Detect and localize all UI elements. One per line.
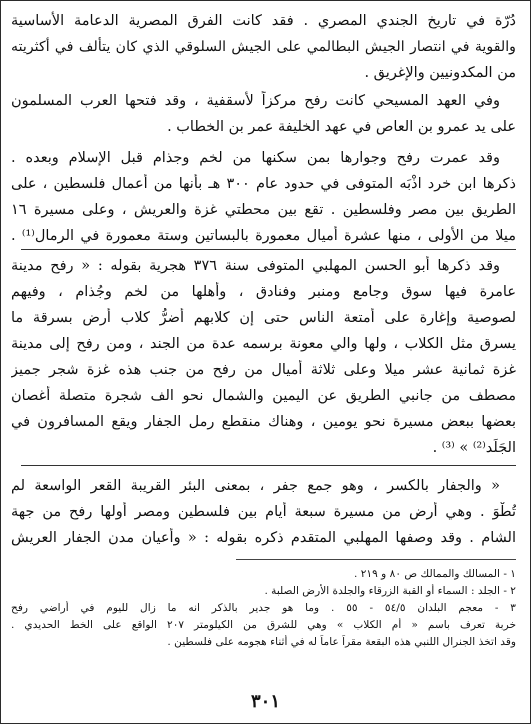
footnote: ٢ - الجلد : السماء أو القبة الزرقاء والجلدة الأرض الصلبة . [264, 585, 516, 597]
text-line: ميلا من الأولى ، منها عشرة أميال معمورة بالبساتين وستة معمورة في الرمال⁽¹⁾ . [11, 228, 516, 244]
text-line: ذكرها ابن خرد اذْبَه المتوفى في حدود عام ٣٠٠ هـ بأنها من أعمال فلسطين ، على [11, 176, 516, 192]
text-line: الجَلَد⁽²⁾ » ⁽³⁾ . [432, 440, 516, 456]
footnote: خربة تعرف باسم « أم الكلاب » وهي للشرق من الكيلومتر ٢٠٧ الواقع على الخط الحديدي . [11, 619, 516, 631]
text-line: والقوية في انتصار الجيش البطالمي على الجيش السلوقي الذي كان يتألف في أكثريته [11, 39, 516, 55]
text-line: عامرة فيها سوق وجامع ومنبر وفنادق ، وأهلها من لخم وجُذام ، وفيهم [11, 284, 516, 300]
text-line: مصطف من جانبي الطريق عن اليمين والشمال نحو الف شجرة متصلة أغصان [11, 388, 516, 404]
text-line: وقد ذكرها أبو الحسن المهلبي المتوفى سنة ٣٧٦ هجرية بقوله : « رفح مدينة [11, 258, 500, 274]
text-line: لصوصية وإغارة على أمتعة الناس حتى إن كلابهم أضرُّ كلاب أرض بسرقة ما [11, 310, 516, 326]
footnote: وقد اتخذ الجنرال اللنبي هذه البقعة مقراً عاماً له في أثناء هجومه على فلسطين . [167, 636, 516, 648]
text-line: وفي العهد المسيحي كانت رفح مركزاً لأسقفية ، وقد فتحها العرب المسلمون [11, 93, 500, 109]
text-line: يسرق مثل الكلاب ، ولها والي معونة برسمه عدة من الجند ، ومن رفح إلى مدينة [11, 336, 516, 352]
text-line: من المكدونيين والإغريق . [364, 65, 516, 81]
page-number: ٣٠١ [250, 691, 280, 712]
paragraph-divider [21, 249, 516, 250]
text-line: وقد عمرت رفح وجوارها بمن سكنها من لخم وجذام قبل الإسلام وبعده . [11, 150, 500, 166]
text-line: تُطْوَ . وهي أرض من مسيرة سبعة أيام بين فلسطين ومصر أولها رفح من جهة [11, 504, 516, 520]
footnote-divider [236, 559, 516, 560]
footnote: ٣ - معجم البلدان ٥٤/٥ - ٥٥ . وما هو جدير بالذكر انه ما زال لليوم في أراضي رفح [11, 602, 516, 614]
text-line: الطريق بين مصر وفلسطين . تقع بين محطتي غزة والعريش ، وعلى مسيرة ١٦ [11, 202, 516, 218]
text-line: على يد عمرو بن العاص في عهد الخليفة عمر بن الخطاب . [167, 119, 516, 135]
text-line: غزة ثمانية عشر ميلا وعلى ثلاثة أميال من رفح من جنب هذه غزة شجر جميز [11, 362, 516, 378]
text-line: بعضها ببعض مسيرة نحو يومين ، وهناك منقطع رمل الجفار ويقع المسافرون في [11, 414, 516, 430]
text-line: الشام . وقد وصفها المهلبي المتقدم ذكره بقوله : « وأعيان مدن الجفار العريش [11, 530, 516, 546]
page-text [1, 1, 530, 723]
paragraph-divider [21, 465, 516, 466]
footnote: ١ - المسالك والممالك ص ٨٠ و ٢١٩ . [353, 568, 516, 580]
text-line: « والجفار بالكسر ، وهو جمع جفر ، بمعنى البئر القريبة القعر الواسعة لم [11, 478, 500, 494]
text-line: دُرّة في تاريخ الجندي المصري . فقد كانت الفرق المصرية الدعامة الأساسية [11, 13, 516, 29]
